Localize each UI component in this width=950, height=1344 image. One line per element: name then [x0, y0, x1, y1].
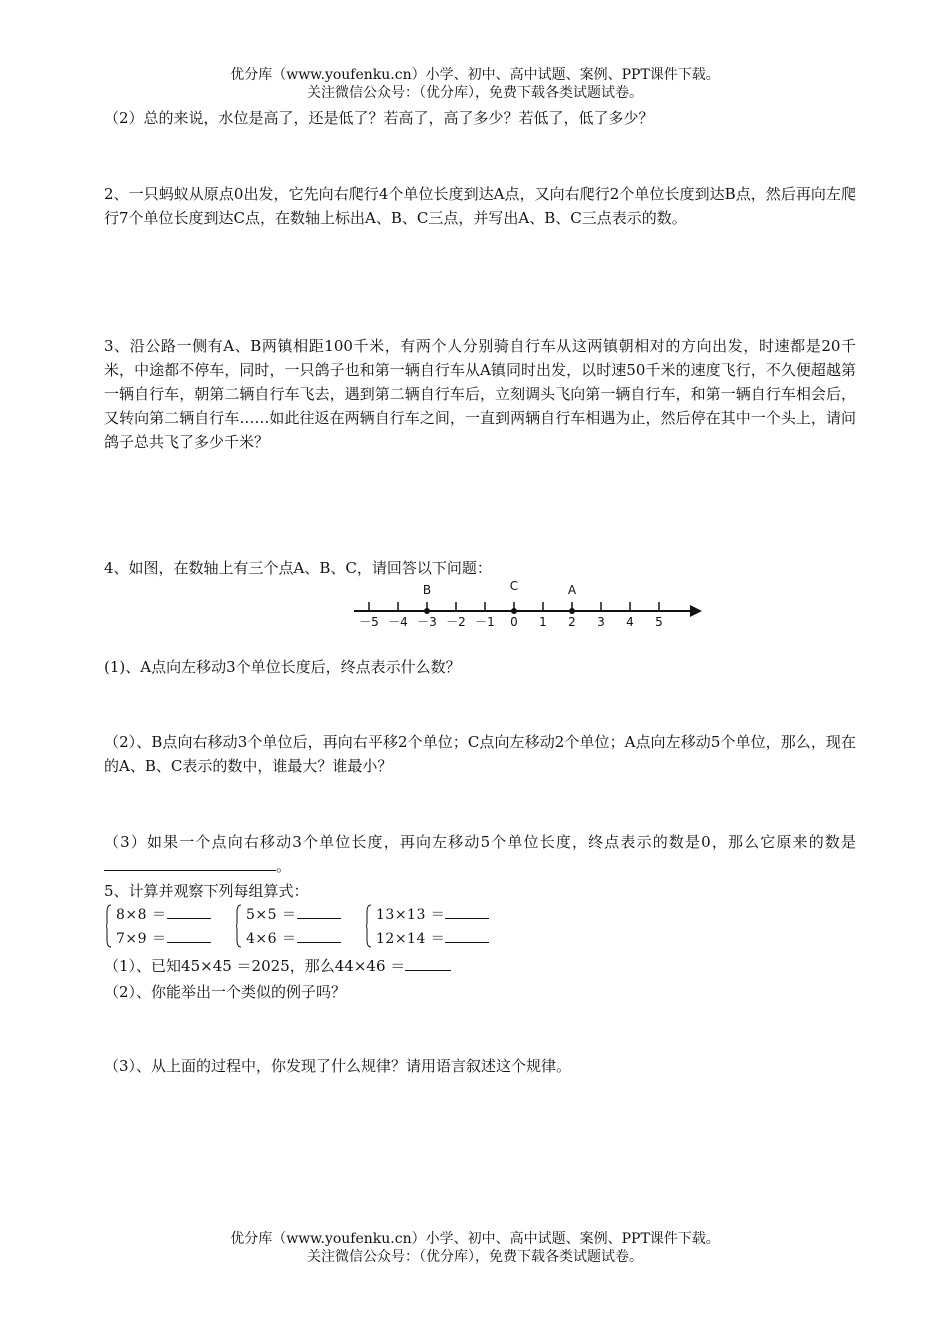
point-a-marker — [569, 608, 575, 614]
tick-label: 4 — [626, 615, 634, 629]
equation-text: 8×8 ＝ — [116, 907, 167, 923]
target-equation: 44×46 ＝ — [334, 957, 406, 975]
number-line-figure — [354, 578, 704, 630]
equation — [246, 928, 341, 948]
tick-label: －3 — [417, 615, 437, 629]
equation-text: 5×5 ＝ — [246, 907, 297, 923]
point-c-marker — [511, 608, 517, 614]
header-line-2: 关注微信公众号：（优分库），免费下载各类试题试卷。 — [307, 85, 643, 101]
equation-group-2 — [236, 902, 356, 952]
question-4-part-2: （2）、B点向右移动3个单位后，再向右平移2个单位；C点向左移动2个单位；A点向左移动5个单位，那么，现在的A、B、C表示的数中，谁最大？谁最小？ — [104, 733, 856, 775]
tick-label: －4 — [388, 615, 408, 629]
question-5-part-3: （3）、从上面的过程中，你发现了什么规律？请用语言叙述这个规律。 — [104, 1057, 572, 1075]
equation-text: 13×13 ＝ — [376, 907, 446, 923]
question-2: 2、一只蚂蚁从原点0出发，它先向右爬行4个单位长度到达A点，又向右爬行2个单位长度到达B点，然后再向左爬行7个单位长度到达C点，在数轴上标出A、B、C三点，并写出A、B、C三点表示的数。 — [104, 185, 856, 227]
answer-blank[interactable] — [405, 956, 451, 971]
tick-label: 3 — [597, 615, 605, 629]
brace-icon — [236, 904, 242, 948]
page-footer — [0, 1230, 950, 1266]
answer-blank[interactable] — [104, 854, 276, 871]
answer-blank[interactable] — [445, 928, 489, 943]
point-b-label: B — [422, 583, 432, 597]
answer-blank[interactable] — [445, 904, 489, 919]
answer-blank[interactable] — [297, 904, 341, 919]
question-4-part-3 — [104, 830, 856, 878]
tick-label: －1 — [475, 615, 495, 629]
tick-label: －5 — [359, 615, 379, 629]
question-5-part-1-text-2: ，那么 — [289, 957, 335, 975]
equation — [116, 904, 211, 924]
question-4-part-3-end: 。 — [276, 857, 292, 875]
tick-label: 5 — [655, 615, 663, 629]
equation-group-3 — [366, 902, 506, 952]
number-line-points — [423, 579, 577, 614]
page-header — [0, 66, 950, 102]
footer-line-1: 优分库（www.youfenku.cn）小学、初中、高中试题、案例、PPT课件下载。 — [230, 1231, 720, 1247]
footer-line-2: 关注微信公众号：（优分库），免费下载各类试题试卷。 — [307, 1249, 643, 1265]
header-line-1: 优分库（www.youfenku.cn）小学、初中、高中试题、案例、PPT课件下载。 — [230, 67, 720, 83]
question-5-part-1-text: （1）、已知 — [104, 957, 182, 975]
question-3: 3、沿公路一侧有A、B两镇相距100千米，有两个人分别骑自行车从这两镇朝相对的方向出发，时速都是20千米，中途都不停车，同时，一只鸽子也和第一辆自行车从A镇同时出发，以时速50千米的速度飞行，不久便超越第一辆自行车，朝第二辆自行车飞去，遇到第二辆自行车后，立刻调头飞向第一辆自行车，和第一辆自行车相会后，又转向第二辆自行车……如此往返在两辆自行车之间，一直到两辆自行车相遇为止，然后停在其中一个头上，请问鸽子总共飞了多少千米？ — [104, 337, 856, 451]
number-line-arrow-icon — [690, 605, 702, 617]
equation — [376, 928, 489, 948]
question-4-stem: 4、如图，在数轴上有三个点A、B、C，请回答以下问题： — [104, 559, 492, 577]
question-1-part-2: （2）总的来说，水位是高了，还是低了？若高了，高了多少？若低了，低了多少？ — [104, 109, 654, 127]
point-b-marker — [424, 608, 430, 614]
equation-text: 4×6 ＝ — [246, 931, 297, 947]
question-4-part-1: (1)、A点向左移动3个单位长度后，终点表示什么数？ — [104, 658, 461, 676]
given-equation: 45×45 ＝2025 — [181, 957, 290, 975]
brace-icon — [366, 904, 372, 948]
answer-blank[interactable] — [167, 928, 211, 943]
brace-icon — [106, 904, 112, 948]
equation — [376, 904, 489, 924]
equation-text: 12×14 ＝ — [376, 931, 446, 947]
tick-label: －2 — [446, 615, 466, 629]
tick-label: 2 — [568, 615, 576, 629]
number-line-tick-labels — [359, 615, 663, 629]
answer-blank[interactable] — [297, 928, 341, 943]
point-a-label: A — [567, 583, 577, 597]
equation-group-1 — [106, 902, 226, 952]
equation-text: 7×9 ＝ — [116, 931, 167, 947]
point-c-label: C — [509, 579, 519, 593]
answer-blank[interactable] — [167, 904, 211, 919]
question-5-part-2: （2）、你能举出一个类似的例子吗？ — [104, 983, 347, 1001]
question-5-stem: 5、计算并观察下列每组算式： — [104, 882, 309, 900]
equation — [116, 928, 211, 948]
tick-label: 1 — [539, 615, 547, 629]
tick-label: 0 — [510, 615, 518, 629]
question-5-part-1 — [104, 954, 451, 978]
question-4-part-3-text: （3）如果一个点向右移动3个单位长度，再向左移动5个单位长度，终点表示的数是0，那么它原来的数是 — [104, 833, 856, 851]
equation — [246, 904, 341, 924]
